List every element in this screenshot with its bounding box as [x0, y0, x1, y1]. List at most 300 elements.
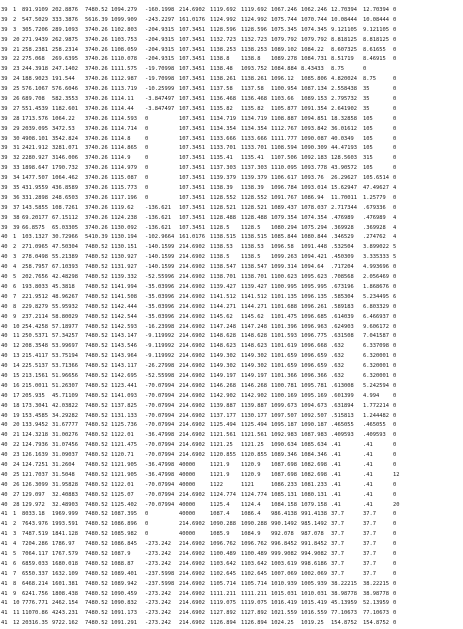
data-cell: 214.6902 — [179, 422, 205, 429]
data-cell: 214.6902 — [179, 244, 205, 251]
data-cell: 214.6902 — [179, 620, 205, 627]
data-cell: 0 — [393, 521, 397, 528]
data-cell: 1093.752 — [241, 66, 267, 73]
data-cell: 1085.634 — [301, 442, 327, 449]
data-cell: 7480.52 — [85, 264, 108, 271]
data-cell: 1130.177 — [241, 412, 267, 419]
data-cell: .632 — [331, 343, 344, 350]
data-cell: 1087.134 — [301, 86, 327, 93]
data-cell: 1091.767 — [271, 194, 297, 201]
data-cell: 1115.773 — [111, 185, 137, 192]
data-cell: 40 — [1, 452, 8, 459]
data-cell: 3740.26 — [85, 155, 108, 162]
data-cell: 7480.52 — [85, 274, 108, 281]
data-cell: 1138.515 — [210, 234, 236, 241]
data-cell: 1100.489 — [210, 550, 236, 557]
data-row — [1, 36, 461, 46]
data-cell: -36.47998 — [145, 461, 175, 468]
data-cell: .632 — [331, 353, 344, 360]
data-cell: 40 — [1, 442, 8, 449]
data-row — [1, 144, 461, 154]
data-cell: 1147.248 — [210, 323, 236, 330]
data-cell: 1108.594 — [271, 145, 297, 152]
data-cell: 7480.52 — [85, 442, 108, 449]
data-cell: 8.818125 — [331, 36, 357, 43]
data-cell: 37.7 — [331, 511, 344, 518]
data-cell: 0 — [393, 343, 397, 350]
data-row — [1, 352, 461, 362]
data-cell: 1149.197 — [241, 372, 267, 379]
data-cell: 1124.4 — [241, 501, 261, 508]
data-cell: 2 — [13, 521, 17, 528]
data-cell: 1125.494 — [210, 422, 236, 429]
data-row — [1, 95, 461, 105]
data-cell: 0 — [145, 185, 149, 192]
data-cell: 4.820024 — [331, 76, 357, 83]
data-cell: 5 — [13, 550, 17, 557]
data-cell: 28 — [13, 115, 20, 122]
data-cell: -136.621 — [145, 224, 171, 231]
data-row — [1, 115, 461, 125]
data-cell: 1119.075 — [210, 600, 236, 607]
data-cell: 188.9023 — [22, 76, 48, 83]
data-cell: 26.29627 — [331, 175, 357, 182]
data-cell: 1123.441 — [111, 382, 137, 389]
data-cell: 1138.253 — [210, 46, 236, 53]
data-cell: 67.10393 — [52, 264, 78, 271]
data-cell: 105.6514 — [363, 175, 389, 182]
data-cell: 1767.579 — [52, 550, 78, 557]
data-cell: 107.3451 — [179, 96, 205, 103]
data-cell: 37.7 — [363, 521, 376, 528]
data-cell: .515813 — [331, 412, 354, 419]
data-cell: 7480.52 — [85, 392, 108, 399]
data-cell: 1100.781 — [271, 382, 297, 389]
data-cell: 1070.744 — [301, 16, 327, 23]
data-cell: 3.335333 — [363, 254, 389, 261]
data-cell: 289.1093 — [52, 26, 78, 33]
data-cell: 1138.701 — [210, 274, 236, 281]
data-cell: 214.6902 — [179, 402, 205, 409]
data-row — [1, 184, 461, 194]
data-cell: 57.34257 — [52, 333, 78, 340]
data-cell: 1074.345 — [301, 26, 327, 33]
data-cell: 1125.494 — [241, 422, 267, 429]
data-cell: 37.7 — [331, 550, 344, 557]
data-cell: 1090.832 — [111, 600, 137, 607]
data-cell: 42.48298 — [52, 274, 78, 281]
data-cell: 3281.071 — [52, 145, 78, 152]
data-cell: 7.041587 — [363, 333, 389, 340]
data-cell: 26 — [13, 96, 20, 103]
data-cell: 0 — [393, 550, 397, 557]
data-cell: 12.70394 — [363, 7, 389, 13]
data-cell: 1121.9 — [210, 461, 230, 468]
data-cell: 1128.488 — [210, 214, 236, 221]
data-cell: .41 — [331, 471, 341, 478]
data-cell: .613008 — [331, 382, 354, 389]
data-cell: 52.13959 — [363, 600, 389, 607]
data-cell: 39 — [1, 224, 8, 231]
data-cell: 0 — [393, 313, 397, 320]
data-cell: 7480.52 — [85, 353, 108, 360]
data-cell: .41 — [363, 481, 373, 488]
data-cell: -70.07994 — [145, 442, 175, 449]
data-cell: 58.80029 — [52, 313, 78, 320]
data-cell: 1139.887 — [210, 402, 236, 409]
data-cell: 1148.628 — [241, 333, 267, 340]
data-cell: 4.993696 — [363, 264, 389, 271]
data-cell: 1079.354 — [271, 214, 297, 221]
data-row — [1, 609, 461, 619]
data-row — [1, 520, 461, 530]
data-cell: 40000 — [179, 501, 196, 508]
data-cell: 40 — [1, 283, 8, 290]
data-cell: 4 — [393, 185, 397, 192]
data-cell: .679336 — [363, 204, 386, 211]
data-cell: 225.5137 — [22, 363, 48, 370]
data-cell: -136.621 — [145, 204, 171, 211]
data-cell: 1002.069 — [301, 570, 327, 577]
data-cell: 1094.421 — [301, 254, 327, 261]
data-row — [1, 263, 461, 273]
data-cell: 1096.12 — [271, 76, 294, 83]
data-cell: 1089.278 — [271, 56, 297, 63]
data-cell: 278.0498 — [22, 254, 48, 261]
data-cell: 11 — [13, 610, 20, 617]
data-cell: 1100.954 — [271, 86, 297, 93]
data-cell: 22 — [13, 442, 20, 449]
data-cell: .614039 — [331, 313, 354, 320]
data-cell: 1089.401 — [111, 570, 137, 577]
data-cell: 1.244482 — [363, 412, 389, 419]
data-cell: 107.3451 — [179, 125, 205, 132]
data-cell: -70.07994 — [145, 402, 175, 409]
data-cell: 40 — [1, 481, 8, 488]
data-cell: 7480.52 — [85, 590, 108, 597]
data-cell: 124.7251 — [22, 461, 48, 468]
data-cell: 32.40883 — [52, 491, 78, 498]
data-cell: 40000 — [179, 471, 196, 478]
data-cell: 0 — [393, 7, 397, 13]
data-cell: 214.6902 — [179, 541, 205, 548]
data-cell: -9.119992 — [145, 333, 175, 340]
data-cell: -273.242 — [145, 600, 171, 607]
data-cell: 39 — [1, 56, 8, 63]
data-cell: 0 — [393, 353, 397, 360]
data-cell: 8 — [13, 580, 17, 587]
data-cell: 11070.86 — [22, 610, 48, 617]
data-cell: 1112.767 — [271, 125, 297, 132]
data-cell: 1137.58 — [241, 86, 264, 93]
data-cell: 7480.52 — [85, 363, 108, 370]
data-cell: 1142.695 — [111, 372, 137, 379]
data-cell: 40 — [1, 471, 8, 478]
data-cell: 31.95828 — [52, 481, 78, 488]
data-cell: 3740.26 — [85, 36, 108, 43]
data-cell: 1142.593 — [111, 323, 137, 330]
data-cell: 1100.995 — [271, 283, 297, 290]
data-cell: 33 — [13, 165, 20, 172]
data-cell: 1121.905 — [111, 471, 137, 478]
data-cell: 0 — [393, 56, 397, 63]
data-cell: 1099.673 — [271, 402, 297, 409]
data-cell: 0 — [393, 274, 397, 281]
data-cell: 40 — [1, 382, 8, 389]
data-cell: 36.01612 — [331, 125, 357, 132]
data-cell: .717204 — [331, 264, 354, 271]
data-cell: 0 — [393, 570, 397, 577]
data-cell: 41 — [1, 541, 8, 548]
data-cell: 1108.059 — [111, 46, 137, 53]
data-cell: 31.67777 — [52, 422, 78, 429]
data-cell: 1101.135 — [271, 293, 297, 300]
data-cell: -70.07994 — [145, 382, 175, 389]
data-cell: 24 — [13, 461, 20, 468]
data-cell: 3740.26 — [85, 66, 108, 73]
data-cell: 6.320001 — [363, 372, 389, 379]
data-cell: -273.242 — [145, 550, 171, 557]
data-cell: 1096.784 — [271, 185, 297, 192]
data-cell: 5 — [13, 274, 17, 281]
data-cell: 1138.48 — [210, 66, 233, 73]
data-cell: 124.3218 — [22, 432, 48, 439]
data-cell: 3 — [13, 531, 17, 538]
data-row — [1, 570, 461, 580]
data-cell: 40 — [1, 412, 8, 419]
data-cell: 7480.52 — [85, 313, 108, 320]
data-cell: 0 — [393, 610, 397, 617]
data-cell: 1082.698 — [301, 461, 327, 468]
data-cell: 40 — [1, 303, 8, 310]
data-cell: 1121.561 — [210, 432, 236, 439]
data-cell: 1182.601 — [52, 105, 78, 112]
data-cell: 1085.982 — [111, 531, 137, 538]
data-cell: 20 — [393, 501, 400, 508]
data-cell: 39 — [1, 26, 8, 33]
data-cell: 1142.902 — [210, 392, 236, 399]
data-cell: 0 — [393, 412, 397, 419]
data-cell: 1124.238 — [111, 214, 137, 221]
data-cell: 0 — [145, 175, 149, 182]
data-cell: 1141.512 — [210, 293, 236, 300]
data-cell: 1091.354 — [301, 105, 327, 112]
data-cell: 214.6902 — [179, 610, 205, 617]
data-cell: 21 — [13, 46, 20, 53]
data-cell: 1143.964 — [111, 353, 137, 360]
data-cell: .346529 — [331, 234, 354, 241]
data-cell: 1138.701 — [241, 274, 267, 281]
data-cell: 31 — [13, 145, 20, 152]
data-cell: 57.18977 — [52, 323, 78, 330]
data-row — [1, 323, 461, 333]
data-cell: 991.4138 — [301, 511, 327, 518]
data-cell: 107.3451 — [179, 175, 205, 182]
data-row — [1, 471, 461, 481]
data-cell: 15 — [13, 372, 20, 379]
data-cell: -70.07994 — [145, 392, 175, 399]
data-cell: 3740.26 — [85, 135, 108, 142]
data-cell: 1130.092 — [111, 224, 137, 231]
data-cell: 271.0965 — [22, 244, 48, 251]
data-cell: 1086.4 — [241, 511, 261, 518]
data-cell: 4 — [393, 214, 397, 221]
data-cell: 40 — [1, 461, 8, 468]
data-cell: 1120.71 — [111, 452, 134, 459]
data-cell: 37.7 — [363, 541, 376, 548]
data-cell: 38 — [13, 214, 20, 221]
data-cell: 1016.559 — [301, 610, 327, 617]
data-cell: 39 — [1, 115, 8, 122]
data-cell: 1096.775 — [301, 333, 327, 340]
data-cell: 1139.379 — [210, 175, 236, 182]
data-cell: 0 — [145, 115, 149, 122]
data-cell: 3740.26 — [85, 204, 108, 211]
data-cell: 15.62947 — [331, 185, 357, 192]
data-cell: 6.320001 — [363, 353, 389, 360]
data-cell: -140.1599 — [145, 264, 175, 271]
data-cell: 0 — [393, 402, 397, 409]
data-cell: 1095.781 — [301, 382, 327, 389]
data-cell: 1103.753 — [111, 36, 137, 43]
data-cell: 124.7936 — [22, 442, 48, 449]
data-cell: 40 — [1, 313, 8, 320]
data-cell: 214.6902 — [179, 264, 205, 271]
data-cell: .632 — [331, 372, 344, 379]
data-cell: 1110.078 — [111, 56, 137, 63]
data-cell: -3.847497 — [145, 105, 175, 112]
data-cell: 1089.102 — [271, 46, 297, 53]
data-cell: 229.8279 — [22, 303, 48, 310]
data-row — [1, 135, 461, 145]
data-cell: 0 — [393, 86, 397, 93]
data-cell: 1099.314 — [271, 264, 297, 271]
data-cell: 305.7206 — [22, 26, 48, 33]
data-cell: -70.07994 — [145, 452, 175, 459]
data-cell: 40000 — [179, 511, 196, 518]
data-cell: 38.22215 — [363, 580, 389, 587]
data-cell: 214.6902 — [179, 7, 205, 13]
data-cell: 7480.52 — [85, 610, 108, 617]
data-cell: 1713.576 — [22, 115, 48, 122]
data-cell: 9.121105 — [363, 26, 389, 33]
data-cell: 1149.302 — [241, 353, 267, 360]
data-cell: 153.4585 — [22, 412, 48, 419]
data-cell: 23 — [13, 66, 20, 73]
data-cell: 40 — [1, 363, 8, 370]
data-cell: 1841.128 — [52, 531, 78, 538]
data-cell: 40 — [1, 392, 8, 399]
data-cell: 1090.309 — [301, 145, 327, 152]
data-cell: 1601.381 — [52, 580, 78, 587]
data-cell: 6550.337 — [22, 570, 48, 577]
data-cell: 1146.268 — [241, 382, 267, 389]
data-cell: 1007.069 — [271, 570, 297, 577]
data-cell: .41 — [331, 442, 341, 449]
data-row — [1, 55, 461, 65]
data-cell: -70.07994 — [145, 491, 175, 498]
data-cell: 53.75194 — [52, 353, 78, 360]
data-cell: 55.95932 — [52, 303, 78, 310]
data-cell: 1087.698 — [271, 461, 297, 468]
data-cell: 1090.288 — [241, 521, 267, 528]
data-cell: 1128.596 — [210, 26, 236, 33]
data-cell: 40 — [1, 353, 8, 360]
data-cell: 214.6902 — [179, 580, 205, 587]
data-cell: 0 — [393, 36, 397, 43]
data-cell: 1142.444 — [111, 303, 137, 310]
data-cell: 7480.52 — [85, 283, 108, 290]
data-cell: 7480.52 — [85, 372, 108, 379]
data-cell: 213.1561 — [22, 372, 48, 379]
data-cell: 7487.519 — [22, 531, 48, 538]
data-cell: 1134.354 — [241, 125, 267, 132]
data-cell: 991.8452 — [301, 541, 327, 548]
data-cell: 1141.508 — [111, 293, 137, 300]
data-cell: .41 — [363, 471, 373, 478]
data-cell: .589183 — [331, 303, 354, 310]
data-cell: 1114.8 — [111, 135, 131, 142]
data-cell: 3.899022 — [363, 244, 389, 251]
data-cell: 2462.154 — [52, 600, 78, 607]
data-cell: 7480.52 — [85, 580, 108, 587]
data-cell: 32 — [13, 155, 20, 162]
data-cell: 10 — [13, 323, 20, 330]
data-cell: 1147.248 — [241, 323, 267, 330]
data-cell: 1111.211 — [210, 590, 236, 597]
data-cell: 0 — [145, 531, 149, 538]
data-cell: -10.25999 — [145, 86, 175, 93]
data-cell: 107.3451 — [179, 76, 205, 83]
data-cell: 25 — [13, 471, 20, 478]
data-cell: 41 — [1, 590, 8, 597]
data-cell: 214.6902 — [179, 432, 205, 439]
data-cell: 1124.774 — [241, 491, 267, 498]
data-cell: 1.25779 — [363, 194, 386, 201]
data-cell: 34.29282 — [52, 412, 78, 419]
data-cell: 0 — [393, 115, 397, 122]
data-cell: 0 — [393, 16, 397, 23]
data-cell: 576.1067 — [22, 86, 48, 93]
data-cell: 105 — [363, 125, 373, 132]
data-cell: 6468.214 — [22, 580, 48, 587]
data-cell: 7480.52 — [85, 600, 108, 607]
data-cell: 1133.666 — [210, 135, 236, 142]
data-cell: 1087.9 — [111, 550, 131, 557]
data-cell: 214.6902 — [179, 392, 205, 399]
data-row — [1, 164, 461, 174]
data-cell: 37.7 — [363, 570, 376, 577]
data-cell: 7 — [13, 293, 17, 300]
data-cell: 18.32858 — [331, 115, 357, 122]
data-cell: 1103.642 — [241, 560, 267, 567]
data-cell: 121.7037 — [22, 471, 48, 478]
data-cell: 214.6902 — [179, 303, 205, 310]
data-cell: 107.3451 — [179, 145, 205, 152]
data-cell: 0 — [145, 145, 149, 152]
data-cell: 1075.345 — [271, 26, 297, 33]
data-row — [1, 550, 461, 560]
data-cell: .274762 — [363, 234, 386, 241]
data-cell: 1119.692 — [241, 7, 267, 13]
data-cell: 1121.905 — [111, 461, 137, 468]
data-cell: 689.708 — [22, 96, 45, 103]
data-cell: 38.98778 — [331, 590, 357, 597]
data-cell: 0 — [393, 204, 397, 211]
data-cell: 7480.52 — [85, 382, 108, 389]
data-cell: 7480.52 — [85, 343, 108, 350]
data-cell: -204.9315 — [145, 36, 175, 43]
